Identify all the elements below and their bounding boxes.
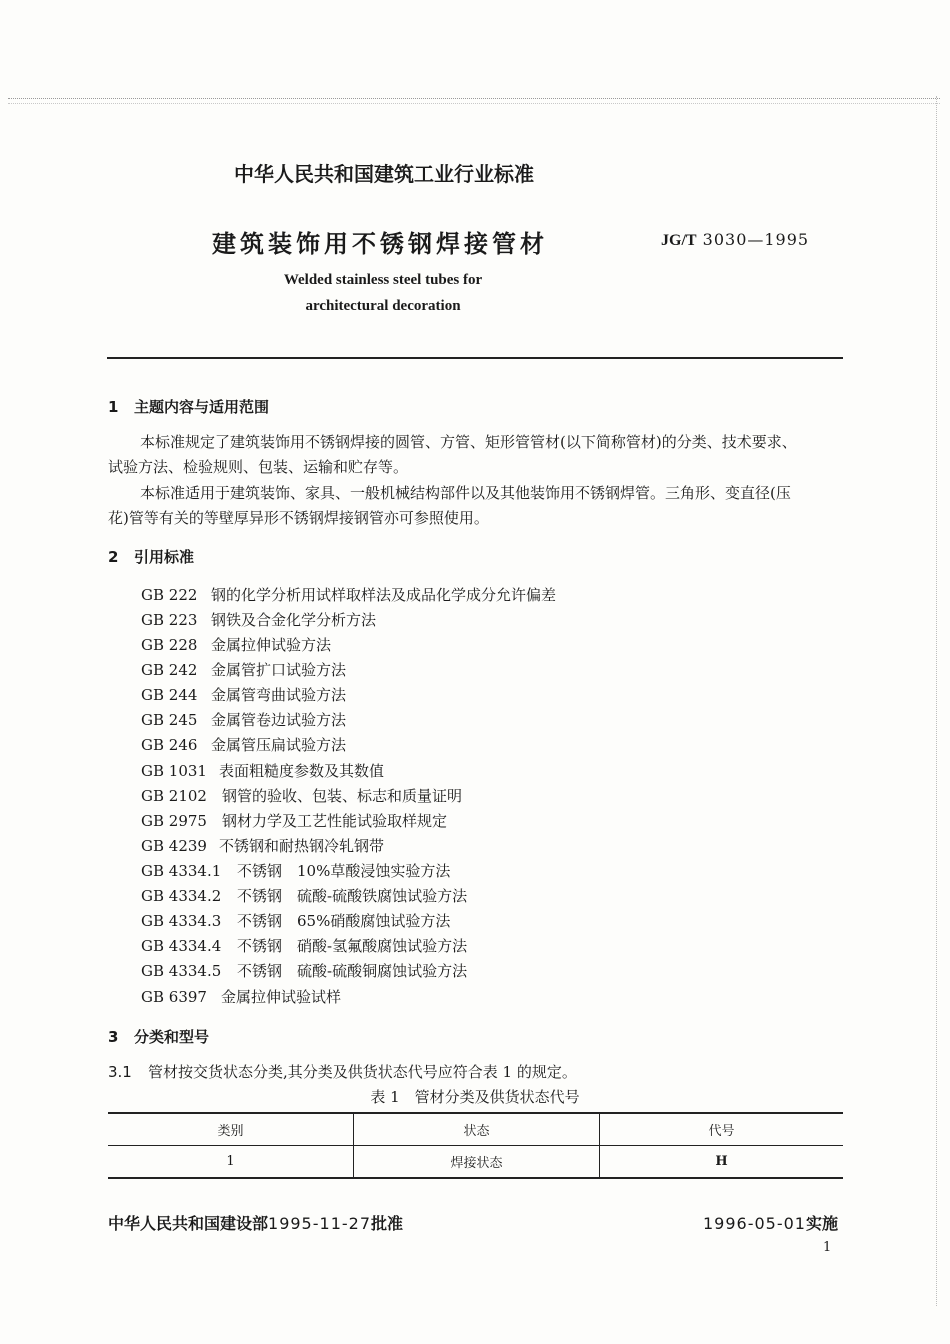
standard-number [661,230,809,250]
reference-item [141,986,341,1007]
reference-title: 钢铁及合金化学分析方法 [211,611,377,629]
standard-number-value: 3030—1995 [702,230,810,249]
reference-title: 金属拉伸试验试样 [221,988,342,1006]
reference-title: 金属管弯曲试验方法 [211,686,347,704]
table-header-row [108,1113,843,1146]
document-title: 建筑装饰用不锈钢焊接管材 [212,230,548,258]
reference-code: GB 2102 [141,787,207,805]
table-cell: H [600,1146,844,1179]
reference-code: GB 1031 [141,762,207,780]
scan-border-line [8,103,940,104]
reference-code: GB 223 [141,611,198,629]
approval-date: 1995-11-27 [268,1214,371,1233]
approval-org: 中华人民共和国建设部 [108,1214,269,1233]
reference-title: 金属管扩口试验方法 [211,661,347,679]
reference-item [141,734,346,755]
reference-item [141,935,467,956]
reference-title: 不锈钢 65%硝酸腐蚀试验方法 [237,912,451,930]
section-3-heading [108,1026,209,1047]
effective-line [703,1211,838,1234]
header-divider [107,357,843,359]
reference-item [141,835,384,856]
reference-title: 不锈钢 硝酸-氢氟酸腐蚀试验方法 [237,937,468,955]
table-caption: 表 1 管材分类及供货状态代号 [370,1088,580,1106]
clause-3-1 [108,1060,577,1084]
english-title-line2: architectural decoration [305,298,461,314]
reference-item [141,609,376,630]
reference-code: GB 244 [141,686,198,704]
reference-code: GB 4334.4 [141,937,222,955]
reference-title: 金属拉伸试验方法 [211,636,332,654]
reference-title: 表面粗糙度参数及其数值 [219,762,385,780]
reference-item [141,709,346,730]
reference-item [141,910,450,931]
reference-item [141,659,346,680]
reference-code: GB 4334.1 [141,862,222,880]
approval-line [108,1211,403,1234]
reference-code: GB 6397 [141,988,207,1006]
standard-number-prefix: JG/T [661,232,697,249]
reference-item [141,584,556,605]
section-title: 引用标准 [134,548,195,566]
reference-title: 不锈钢 10%草酸浸蚀实验方法 [237,862,451,880]
table-cell: 焊接状态 [354,1146,600,1179]
clause-number: 3.1 [108,1063,132,1081]
effective-date: 1996-05-01 [703,1214,806,1233]
reference-title: 不锈钢 硫酸-硫酸铁腐蚀试验方法 [237,887,468,905]
reference-code: GB 242 [141,661,198,679]
reference-code: GB 4239 [141,837,207,855]
paragraph-line: 本标准规定了建筑装饰用不锈钢焊接的圆管、方管、矩形管管材(以下简称管材)的分类、技术要求、 [140,433,797,451]
section-2-heading [108,546,194,567]
approval-suffix: 批准 [371,1214,404,1233]
scan-border-line [8,98,940,99]
reference-code: GB 4334.2 [141,887,222,905]
scan-edge-line [936,96,937,1306]
reference-title: 金属管压扁试验方法 [211,736,347,754]
reference-item [141,684,346,705]
reference-title: 钢材力学及工艺性能试验取样规定 [222,812,448,830]
reference-code: GB 222 [141,586,198,604]
table-row [108,1146,843,1179]
paragraph-line: 花)管等有关的等壁厚异形不锈钢焊接钢管亦可参照使用。 [108,509,489,527]
reference-item [141,785,462,806]
reference-code: GB 228 [141,636,198,654]
paragraph-line: 试验方法、检验规则、包装、运输和贮存等。 [108,458,409,476]
section-number: 1 [108,398,119,416]
section-title: 主题内容与适用范围 [134,398,270,416]
table-cell: 1 [226,1154,235,1169]
standard-category: 中华人民共和国建筑工业行业标准 [234,162,534,186]
reference-item [141,810,447,831]
reference-item [141,860,450,881]
section-number: 3 [108,1028,119,1046]
reference-code: GB 245 [141,711,198,729]
reference-code: GB 4334.5 [141,962,222,980]
reference-code: GB 4334.3 [141,912,222,930]
section-1-heading [108,396,269,417]
column-header: 代号 [600,1113,844,1146]
reference-code: GB 2975 [141,812,207,830]
reference-code: GB 246 [141,736,198,754]
english-title-line1: Welded stainless steel tubes for [283,272,483,288]
reference-title: 钢的化学分析用试样取样法及成品化学成分允许偏差 [211,586,557,604]
classification-table [108,1112,843,1179]
clause-text: 管材按交货状态分类,其分类及供货状态代号应符合表 1 的规定。 [148,1063,577,1081]
reference-item [141,960,467,981]
reference-title: 不锈钢 硫酸-硫酸铜腐蚀试验方法 [237,962,468,980]
section-number: 2 [108,548,119,566]
column-header: 状态 [354,1113,600,1146]
reference-item [141,885,467,906]
reference-title: 金属管卷边试验方法 [211,711,347,729]
page-number: 1 [823,1240,832,1255]
effective-suffix: 实施 [805,1214,838,1233]
section-title: 分类和型号 [134,1028,210,1046]
reference-title: 不锈钢和耐热钢冷轧钢带 [219,837,385,855]
column-header: 类别 [217,1124,244,1139]
reference-title: 钢管的验收、包装、标志和质量证明 [222,787,463,805]
reference-item [141,634,331,655]
paragraph-line: 本标准适用于建筑装饰、家具、一般机械结构部件以及其他装饰用不锈钢焊管。三角形、变直径(压 [140,484,791,502]
reference-item [141,760,384,781]
